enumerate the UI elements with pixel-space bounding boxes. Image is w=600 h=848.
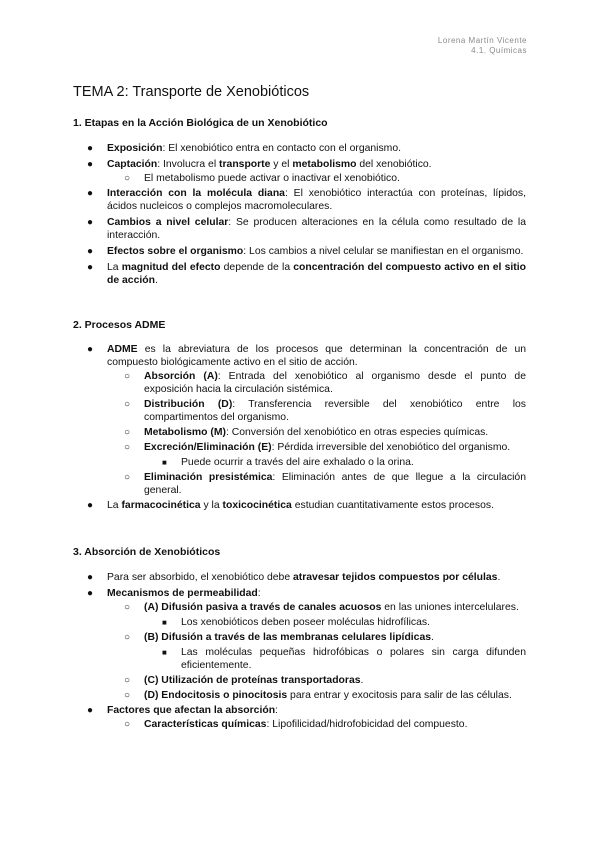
item-text: : Lipofilicidad/hidrofobicidad del compuesto. bbox=[266, 719, 468, 730]
author-name: Lorena Martín Vicente bbox=[437, 36, 527, 45]
term: (D) Endocitosis o pinocitosis bbox=[144, 690, 288, 701]
list-item bbox=[0, 216, 600, 242]
section-1-list bbox=[0, 142, 600, 290]
item-text: El metabolismo puede activar o inactivar el xenobiótico. bbox=[144, 173, 400, 184]
item-text: y la bbox=[200, 500, 223, 511]
sub-list-item bbox=[0, 631, 600, 644]
section-heading-3: 3. Absorción de Xenobióticos bbox=[73, 546, 221, 558]
bullet-icon: ○ bbox=[124, 472, 131, 483]
term: Interacción con la molécula diana bbox=[107, 188, 285, 199]
bullet-icon: ● bbox=[87, 500, 94, 511]
item-text: : Los cambios a nivel celular se manifiestan en el organismo. bbox=[243, 246, 524, 257]
list-item bbox=[0, 704, 600, 717]
term: (A) Difusión pasiva a través de canales acuosos bbox=[144, 602, 382, 613]
sub-list-item bbox=[0, 370, 600, 396]
bullet-icon: ○ bbox=[124, 632, 131, 643]
term: Excreción/Eliminación (E) bbox=[144, 442, 272, 453]
item-text: La bbox=[107, 500, 122, 511]
item-text: : Eliminación antes de que llegue a la circulación general. bbox=[144, 472, 526, 496]
page-header bbox=[438, 36, 527, 56]
bullet-icon: ● bbox=[87, 188, 94, 199]
term: metabolismo bbox=[292, 159, 357, 170]
term: transporte bbox=[219, 159, 271, 170]
item-text: . bbox=[360, 675, 364, 686]
term: Características químicas bbox=[144, 719, 267, 730]
list-item bbox=[0, 261, 600, 287]
item-text: es la abreviatura de los procesos que determinan la concentración de un compuesto biológicamente activo en el sitio de acción. bbox=[107, 344, 526, 368]
term: Eliminación presistémica bbox=[144, 472, 273, 483]
list-item bbox=[0, 587, 600, 600]
bullet-icon: ○ bbox=[124, 675, 131, 686]
section-2-list bbox=[0, 343, 600, 515]
bullet-icon: ● bbox=[87, 572, 94, 583]
bullet-icon: ○ bbox=[124, 719, 131, 730]
term: Captación bbox=[107, 159, 158, 170]
term: Absorción (A) bbox=[144, 371, 218, 382]
bullet-icon: ● bbox=[87, 344, 94, 355]
term: magnitud del efecto bbox=[121, 262, 221, 273]
item-text: : Se producen alteraciones en la célula como resultado de la interacción. bbox=[107, 217, 526, 241]
term: Efectos sobre el organismo bbox=[107, 246, 244, 257]
list-item bbox=[0, 343, 600, 369]
item-text: : Entrada del xenobiótico al organismo desde el punto de exposición hacia la circulación sistémica. bbox=[144, 371, 526, 395]
bullet-icon: ● bbox=[87, 159, 94, 170]
bullet-icon: ○ bbox=[124, 427, 131, 438]
sub-sub-list-item bbox=[0, 456, 600, 469]
section-heading-1: 1. Etapas en la Acción Biológica de un Xenobiótico bbox=[73, 117, 328, 129]
term: concentración del compuesto activo en el sitio de acción bbox=[107, 262, 526, 286]
term: (B) Difusión a través de las membranas celulares lipídicas bbox=[144, 632, 432, 643]
item-text: Las moléculas pequeñas hidrofóbicas o polares sin carga difunden eficientemente. bbox=[181, 647, 526, 671]
bullet-icon: ○ bbox=[124, 399, 131, 410]
term: Metabolismo (M) bbox=[144, 427, 226, 438]
sub-list-item bbox=[0, 601, 600, 614]
list-item bbox=[0, 158, 600, 171]
bullet-icon: ■ bbox=[162, 648, 167, 657]
sub-list-item bbox=[0, 471, 600, 497]
item-text: Los xenobióticos deben poseer moléculas hidrofílicas. bbox=[181, 617, 430, 628]
term: Distribución (D) bbox=[144, 399, 233, 410]
sub-sub-list-item bbox=[0, 646, 600, 672]
item-text: : Pérdida irreversible del xenobiótico del organismo. bbox=[271, 442, 511, 453]
bullet-icon: ○ bbox=[124, 602, 131, 613]
item-text: . bbox=[431, 632, 434, 643]
bullet-icon: ● bbox=[87, 246, 94, 257]
bullet-icon: ○ bbox=[124, 442, 131, 453]
list-item bbox=[0, 499, 600, 512]
bullet-icon: ● bbox=[87, 588, 94, 599]
sub-list-item bbox=[0, 398, 600, 424]
document-title: TEMA 2: Transporte de Xenobióticos bbox=[73, 84, 310, 100]
item-text: Para ser absorbido, el xenobiótico debe bbox=[107, 572, 293, 583]
term: (C) Utilización de proteínas transportadoras bbox=[144, 675, 361, 686]
item-text: : El xenobiótico entra en contacto con el organismo. bbox=[162, 143, 401, 154]
item-text: para entrar y exocitosis para salir de las células. bbox=[287, 690, 512, 701]
bullet-icon: ● bbox=[87, 262, 94, 273]
item-text: . bbox=[154, 275, 158, 286]
sub-list-item bbox=[0, 172, 600, 185]
item-text: estudian cuantitativamente estos procesos. bbox=[291, 500, 494, 511]
bullet-icon: ○ bbox=[124, 690, 131, 701]
sub-list-item bbox=[0, 426, 600, 439]
sub-list-item bbox=[0, 674, 600, 687]
term: ADME bbox=[107, 344, 138, 355]
bullet-icon: ■ bbox=[162, 458, 167, 467]
item-text: en las uniones intercelulares. bbox=[381, 602, 519, 613]
list-item bbox=[0, 142, 600, 155]
sub-sub-list-item bbox=[0, 616, 600, 629]
list-item bbox=[0, 245, 600, 258]
sub-list-item bbox=[0, 689, 600, 702]
item-text: : Involucra el bbox=[157, 159, 220, 170]
term: Mecanismos de permeabilidad bbox=[107, 588, 258, 599]
item-text: : El xenobiótico interactúa con proteínas, lípidos, ácidos nucleicos o complejos macromoleculares. bbox=[107, 188, 526, 212]
item-text: : Transferencia reversible del xenobiótico entre los compartimentos del organismo. bbox=[144, 399, 526, 423]
item-text: y el bbox=[270, 159, 293, 170]
term: toxicocinética bbox=[222, 500, 292, 511]
section-heading-2: 2. Procesos ADME bbox=[73, 319, 166, 331]
sub-list-item bbox=[0, 441, 600, 454]
bullet-icon: ● bbox=[87, 705, 94, 716]
term: atravesar tejidos compuestos por células bbox=[293, 572, 498, 583]
bullet-icon: ○ bbox=[124, 173, 131, 184]
item-text: Puede ocurrir a través del aire exhalado o la orina. bbox=[181, 457, 414, 468]
item-text: . bbox=[497, 572, 501, 583]
list-item bbox=[0, 571, 600, 584]
item-text: : bbox=[275, 705, 278, 716]
item-text: del xenobiótico. bbox=[356, 159, 432, 170]
item-text: : Conversión del xenobiótico en otras especies químicas. bbox=[225, 427, 489, 438]
term: farmacocinética bbox=[121, 500, 201, 511]
term: Exposición bbox=[107, 143, 163, 154]
list-item bbox=[0, 187, 600, 213]
term: Cambios a nivel celular bbox=[107, 217, 229, 228]
bullet-icon: ● bbox=[87, 143, 94, 154]
item-text: depende de la bbox=[220, 262, 294, 273]
bullet-icon: ● bbox=[87, 217, 94, 228]
section-3-list bbox=[0, 571, 600, 733]
term: Factores que afectan la absorción bbox=[107, 705, 276, 716]
item-text: La bbox=[107, 262, 122, 273]
item-text: : bbox=[257, 588, 261, 599]
bullet-icon: ■ bbox=[162, 618, 167, 627]
bullet-icon: ○ bbox=[124, 371, 131, 382]
course-label: 4.1. Químicas bbox=[471, 46, 527, 55]
sub-list-item bbox=[0, 718, 600, 731]
